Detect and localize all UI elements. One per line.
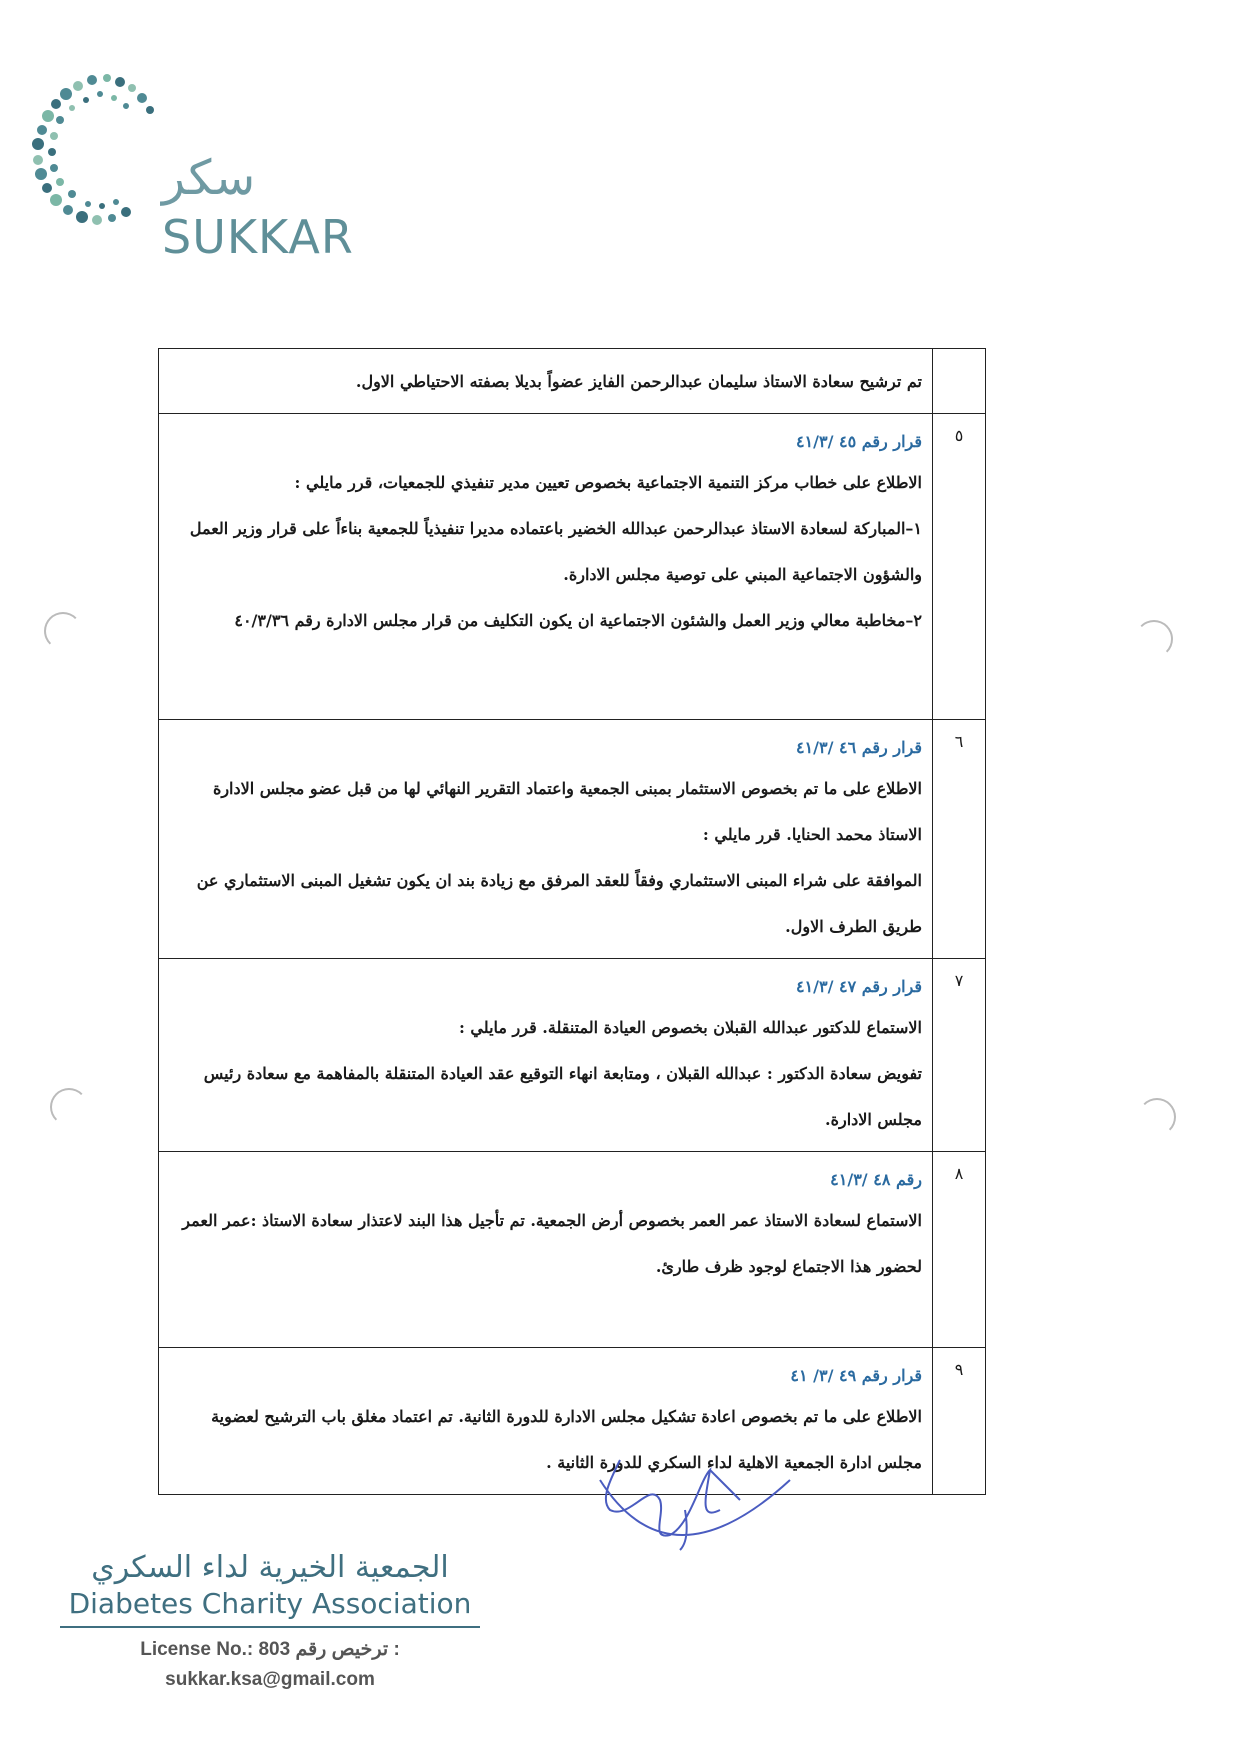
item-body <box>159 349 933 414</box>
org-name-english: Diabetes Charity Association <box>68 1587 472 1620</box>
item-number <box>933 349 986 414</box>
decision-text: الاستماع لسعادة الاستاذ عمر العمر بخصوص أرض الجمعية. تم تأجيل هذا البند لاعتذار سعادة الاستاذ :عمر العمر لحضور هذا الاجتماع لوجود ظرف طارئ. <box>182 1211 922 1276</box>
decision-number: قرار رقم ٤٦ /٤١/٣ <box>795 738 922 757</box>
logo-english-wordmark: SUKKAR <box>162 210 354 264</box>
item-number: ٧ <box>933 959 986 1152</box>
table-row <box>159 1348 986 1495</box>
item-body <box>159 1348 933 1495</box>
license-number: License No.: 803 ترخيص رقم : <box>140 1639 400 1660</box>
punch-hole-left-lower <box>50 1088 88 1126</box>
punch-hole-left-upper <box>44 612 82 650</box>
logo-arabic-wordmark: سكر <box>162 150 256 206</box>
signature-icon <box>590 1440 800 1570</box>
punch-hole-right-lower <box>1138 1098 1176 1136</box>
sukkar-logo-mark-icon <box>22 70 162 240</box>
decision-number: قرار رقم ٤٥ /٤١/٣ <box>795 432 922 451</box>
item-body <box>159 1152 933 1348</box>
decision-text: ١–المباركة لسعادة الاستاذ عبدالرحمن عبدالله الخضير باعتماده مديرا تنفيذياً للجمعية بناءاً على قرار وزير العمل والشؤون الاجتماعية المبني على توصية مجلس الادارة. <box>189 519 922 584</box>
decision-text: الموافقة على شراء المبنى الاستثماري وفقاً للعقد المرفق مع زيادة بند ان يكون تشغيل المبنى الاستثماري عن طريق الطرف الاول. <box>196 871 922 936</box>
sukkar-logo <box>22 70 354 270</box>
item-body <box>159 414 933 720</box>
item-number: ٩ <box>933 1348 986 1495</box>
table-row <box>159 349 986 414</box>
decision-text: الاطلاع على خطاب مركز التنمية الاجتماعية بخصوص تعيين مدير تنفيذي للجمعيات، قرر مايلي : <box>294 473 922 492</box>
decision-text: ٢–مخاطبة معالي وزير العمل والشئون الاجتماعية ان يكون التكليف من قرار مجلس الادارة رقم ٤٠/٣/٣٦ <box>234 611 922 630</box>
item-body <box>159 720 933 959</box>
contact-email: sukkar.ksa@gmail.com <box>165 1669 375 1690</box>
decision-text: الاستماع للدكتور عبدالله القبلان بخصوص العيادة المتنقلة. قرر مايلي : <box>458 1018 922 1037</box>
decisions-table <box>158 348 986 1495</box>
table-row <box>159 414 986 720</box>
footer <box>60 1550 480 1691</box>
decision-text: الاطلاع على ما تم بخصوص الاستثمار بمبنى الجمعية واعتماد التقرير النهائي لها من قبل عضو مجلس الادارة الاستاذ محمد الحنايا. قرر مايلي : <box>212 779 922 844</box>
decision-number: رقم ٤٨ /٤١/٣ <box>830 1170 922 1189</box>
item-body <box>159 959 933 1152</box>
item-number: ٦ <box>933 720 986 959</box>
item-number: ٥ <box>933 414 986 720</box>
table-row <box>159 1152 986 1348</box>
decision-text: الاطلاع على ما تم بخصوص اعادة تشكيل مجلس الادارة للدورة الثانية. تم اعتماد مغلق باب الترشيح لعضوية مجلس ادارة الجمعية الاهلية لداء السكري للدورة الثانية . <box>211 1407 922 1472</box>
decision-text: تم ترشيح سعادة الاستاذ سليمان عبدالرحمن الفايز عضواً بديلا بصفته الاحتياطي الاول. <box>355 372 922 391</box>
table-row <box>159 959 986 1152</box>
decision-number: قرار رقم ٤٧ /٤١/٣ <box>795 977 922 996</box>
org-name-arabic: الجمعية الخيرية لداء السكري <box>91 1550 449 1585</box>
punch-hole-right-upper <box>1135 620 1173 658</box>
footer-divider <box>60 1626 480 1628</box>
decision-number: قرار رقم ٤٩ /٣/ ٤١ <box>790 1366 922 1385</box>
table-row <box>159 720 986 959</box>
item-number: ٨ <box>933 1152 986 1348</box>
decision-text: تفويض سعادة الدكتور : عبدالله القبلان ، ومتابعة انهاء التوقيع عقد العيادة المتنقلة بالمفاهمة مع سعادة رئيس مجلس الادارة. <box>203 1064 922 1129</box>
